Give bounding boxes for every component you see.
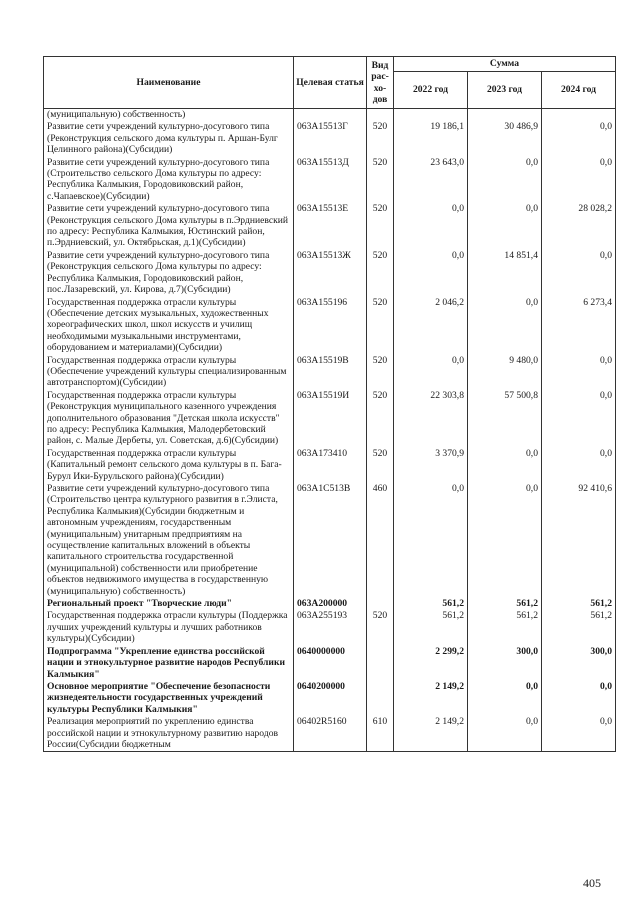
cell-code: 063A15519В [294,355,367,390]
cell-2023: 9 480,0 [468,355,542,390]
table-row [44,483,616,598]
cell-vid: 520 [367,121,394,156]
cell-vid: 520 [367,157,394,204]
cell-2022: 22 303,8 [394,390,468,448]
cell-2023: 0,0 [468,297,542,355]
cell-2022: 3 370,9 [394,448,468,483]
table-row [44,109,616,122]
cell-2023: 30 486,9 [468,121,542,156]
cell-2023: 561,2 [468,610,542,645]
cell-name: Подпрограмма "Укрепление единства российской нации и этнокультурное развитие народов Республики Калмыкия" [44,646,294,681]
cell-2023: 14 851,4 [468,250,542,297]
cell-2024: 561,2 [542,598,616,610]
cell-name: Государственная поддержка отрасли культуры (Капитальный ремонт сельского дома культуры в п. Бага-Бурул Ики-Бурульского района)(Субсидии) [44,448,294,483]
cell-vid [367,646,394,681]
table-row [44,681,616,716]
cell-name: Развитие сети учреждений культурно-досугового типа (Строительство центра культурного развития в г.Элиста, Республика Калмыкия)(Субсидии бюджетным и автономным учреждениям, государственным (муниципальным) унитарным предприятиям на осуществление капитальных вложений в объекты капитального строительства государственной (муниципальной) собственности или приобретение объектов недвижимого имущества в государственную (муниципальную) собственность) [44,483,294,598]
cell-2024: 561,2 [542,610,616,645]
cell-vid [367,598,394,610]
cell-vid: 520 [367,390,394,448]
cell-name: Развитие сети учреждений культурно-досугового типа (Реконструкция сельского дома культуры п. Аршан-Булг Целинного района)(Субсидии) [44,121,294,156]
table-row [44,448,616,483]
cell-2022 [394,109,468,122]
table-row [44,716,616,752]
cell-code: 063A200000 [294,598,367,610]
cell-name: Региональный проект "Творческие люди" [44,598,294,610]
cell-name: Развитие сети учреждений культурно-досугового типа (Строительство сельского Дома культуры по адресу: Республика Калмыкия, Городовиковский район, с.Чапаевское)(Субсидии) [44,157,294,204]
cell-2023: 0,0 [468,716,542,752]
cell-vid [367,109,394,122]
cell-2023: 561,2 [468,598,542,610]
cell-code: 063A1C513В [294,483,367,598]
header-name: Наименование [44,57,294,109]
cell-name: Основное мероприятие "Обеспечение безопасности жизнедеятельности государственных учреждений культуры Республики Калмыкия" [44,681,294,716]
table-row [44,203,616,250]
cell-2024: 6 273,4 [542,297,616,355]
cell-code: 0640000000 [294,646,367,681]
cell-2022: 0,0 [394,203,468,250]
cell-vid: 610 [367,716,394,752]
table-row [44,250,616,297]
cell-2024: 0,0 [542,716,616,752]
cell-2022: 0,0 [394,250,468,297]
table-row [44,297,616,355]
cell-code: 063A15513Ж [294,250,367,297]
cell-2024: 0,0 [542,681,616,716]
cell-2023: 57 500,8 [468,390,542,448]
cell-vid: 520 [367,448,394,483]
table-row [44,157,616,204]
cell-2024: 0,0 [542,448,616,483]
cell-code: 063A15519И [294,390,367,448]
cell-2022: 561,2 [394,598,468,610]
header-2024: 2024 год [542,72,616,109]
budget-table [43,56,616,752]
table-header [44,57,616,109]
cell-vid [367,681,394,716]
page-number: 405 [583,876,601,890]
cell-2024: 0,0 [542,121,616,156]
cell-2022: 2 149,2 [394,681,468,716]
cell-2024: 0,0 [542,355,616,390]
cell-2022: 23 643,0 [394,157,468,204]
cell-2024: 0,0 [542,390,616,448]
table-row [44,390,616,448]
cell-2023: 0,0 [468,448,542,483]
cell-2023 [468,109,542,122]
cell-2024: 0,0 [542,250,616,297]
header-vid: Вид рас-хо-дов [367,57,394,109]
cell-2022: 2 149,2 [394,716,468,752]
cell-vid: 520 [367,250,394,297]
cell-2022: 0,0 [394,355,468,390]
cell-name: Развитие сети учреждений культурно-досугового типа (Реконструкция сельского Дома культуры в п.Эрдниевский по адресу: Республика Калмыкия, Юстинский район, п.Эрдниевский, ул. Октябрьская, д.1)(Субсидии) [44,203,294,250]
cell-2024: 300,0 [542,646,616,681]
cell-vid: 460 [367,483,394,598]
table-body [44,109,616,752]
cell-code: 063A155196 [294,297,367,355]
header-2023: 2023 год [468,72,542,109]
cell-2024 [542,109,616,122]
cell-2024: 0,0 [542,157,616,204]
cell-code: 063A15513Д [294,157,367,204]
cell-name: Государственная поддержка отрасли культуры (Обеспечение детских музыкальных, художественных хореографических школ, школ искусств и училищ необходимыми музыкальными инструментами, оборудованием и материалами)(Субсидии) [44,297,294,355]
cell-vid: 520 [367,203,394,250]
header-code: Целевая статья [294,57,367,109]
cell-code: 06402R5160 [294,716,367,752]
cell-code [294,109,367,122]
cell-2024: 28 028,2 [542,203,616,250]
cell-2023: 0,0 [468,483,542,598]
cell-vid: 520 [367,355,394,390]
cell-2023: 0,0 [468,157,542,204]
cell-2022: 2 299,2 [394,646,468,681]
header-2022: 2022 год [394,72,468,109]
cell-code: 063A255193 [294,610,367,645]
cell-2024: 92 410,6 [542,483,616,598]
cell-vid: 520 [367,610,394,645]
cell-name: (муниципальную) собственность) [44,109,294,122]
cell-code: 0640200000 [294,681,367,716]
cell-2023: 0,0 [468,681,542,716]
cell-2022: 19 186,1 [394,121,468,156]
cell-vid: 520 [367,297,394,355]
table-row [44,355,616,390]
cell-2023: 0,0 [468,203,542,250]
cell-name: Реализация мероприятий по укреплению единства российской нации и этнокультурному развитию народов России(Субсидии бюджетным [44,716,294,752]
cell-name: Государственная поддержка отрасли культуры (Реконструкция муниципального казенного учреждения дополнительного образования "Детская школа искусств" по адресу: Республика Калмыкия, Малодербетовский район, с. Малые Дербеты, ул. Советская, д.6)(Субсидии) [44,390,294,448]
cell-code: 063A173410 [294,448,367,483]
cell-2022: 0,0 [394,483,468,598]
cell-2022: 561,2 [394,610,468,645]
cell-name: Развитие сети учреждений культурно-досугового типа (Реконструкция сельского Дома культуры по адресу: Республика Калмыкия, Городовиковский район, пос.Лазаревский, ул. Кирова, д.7)(Субсидии) [44,250,294,297]
table-row [44,610,616,645]
cell-2023: 300,0 [468,646,542,681]
cell-name: Государственная поддержка отрасли культуры (Обеспечение учреждений культуры специализированным автотранспортом)(Субсидии) [44,355,294,390]
cell-code: 063A15513Е [294,203,367,250]
cell-code: 063A15513Г [294,121,367,156]
table-row [44,598,616,610]
cell-2022: 2 046,2 [394,297,468,355]
cell-name: Государственная поддержка отрасли культуры (Поддержка лучших учреждений культуры и лучших работников культуры)(Субсидии) [44,610,294,645]
table-row [44,646,616,681]
table-row [44,121,616,156]
header-sum: Сумма [394,57,616,72]
